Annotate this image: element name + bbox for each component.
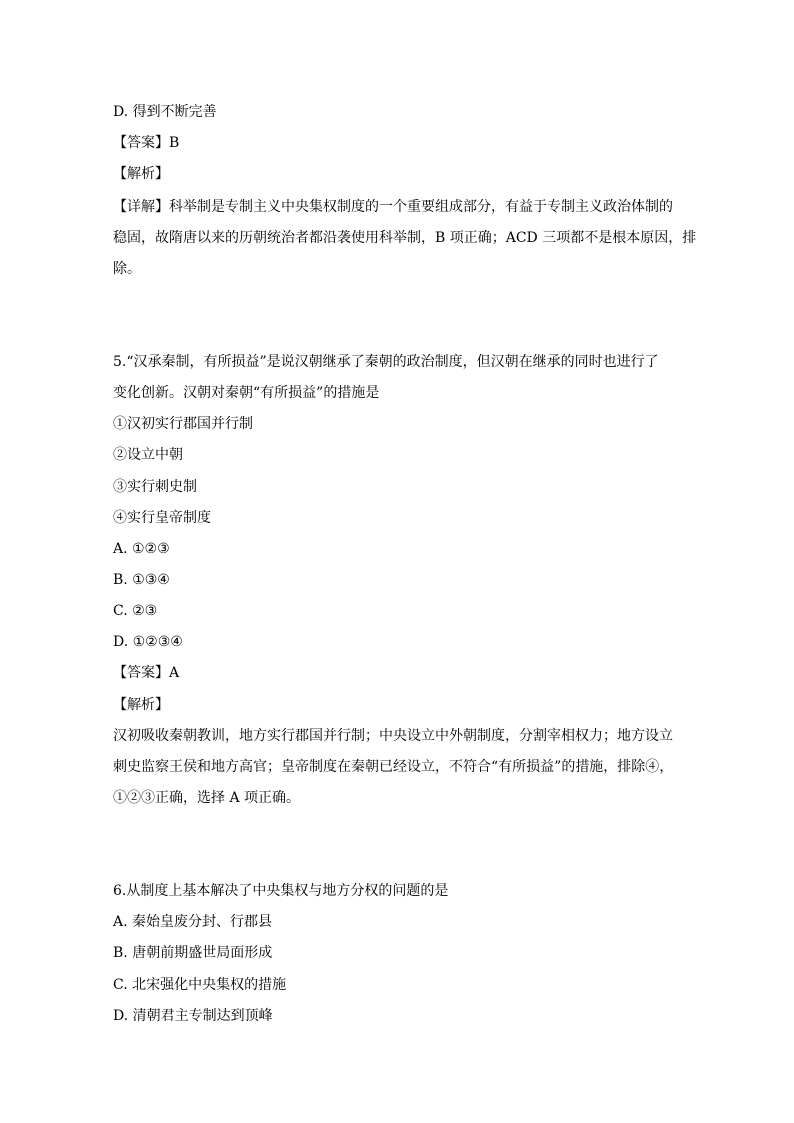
q6-option-b: B. 唐朝前期盛世局面形成 <box>113 945 273 961</box>
q6-stem: 6.从制度上基本解决了中央集权与地方分权的问题的是 <box>113 883 449 899</box>
q4-analysis-line-2: 稳固，故隋唐以来的历朝统治者都沿袭使用科举制，B 项正确；ACD 三项都不是根本原因，排 <box>113 230 697 246</box>
q4-analysis-title: 【解析】 <box>113 166 169 182</box>
q5-option-b: B. ①③④ <box>113 572 170 588</box>
q5-option-a: A. ①②③ <box>113 541 170 557</box>
q4-option-d: D. 得到不断完善 <box>113 104 217 120</box>
q5-stem-line-2: 变化创新。汉朝对秦朝“有所损益”的措施是 <box>113 385 380 401</box>
q5-analysis-line-1: 汉初吸收秦朝教训，地方实行郡国并行制；中央设立中外朝制度，分割宰相权力；地方设立 <box>113 728 673 744</box>
q4-analysis-line-1: 【详解】科举制是专制主义中央集权制度的一个重要组成部分，有益于专制主义政治体制的 <box>113 199 673 215</box>
q5-analysis-title: 【解析】 <box>113 697 169 713</box>
q5-stem-line-1: 5.“汉承秦制，有所损益”是说汉朝继承了秦朝的政治制度，但汉朝在继承的同时也进行了 <box>113 354 659 370</box>
q5-option-d: D. ①②③④ <box>113 634 183 650</box>
q5-item-1: ①汉初实行郡国并行制 <box>113 416 253 432</box>
q4-analysis-line-3: 除。 <box>113 261 141 277</box>
q6-option-d: D. 清朝君主专制达到顶峰 <box>113 1008 273 1024</box>
q5-option-c: C. ②③ <box>113 603 158 619</box>
q5-analysis-line-3: ①②③正确，选择 A 项正确。 <box>113 790 301 806</box>
q5-item-4: ④实行皇帝制度 <box>113 510 211 526</box>
q5-item-2: ②设立中朝 <box>113 447 183 463</box>
q4-answer: 【答案】B <box>113 135 180 151</box>
q6-option-a: A. 秦始皇废分封、行郡县 <box>113 914 273 930</box>
q5-analysis-line-2: 刺史监察王侯和地方高官；皇帝制度在秦朝已经设立，不符合“有所损益”的措施，排除④， <box>113 759 674 775</box>
q6-option-c: C. 北宋强化中央集权的措施 <box>113 977 287 993</box>
q5-item-3: ③实行刺史制 <box>113 479 197 495</box>
q5-answer: 【答案】A <box>113 665 180 681</box>
